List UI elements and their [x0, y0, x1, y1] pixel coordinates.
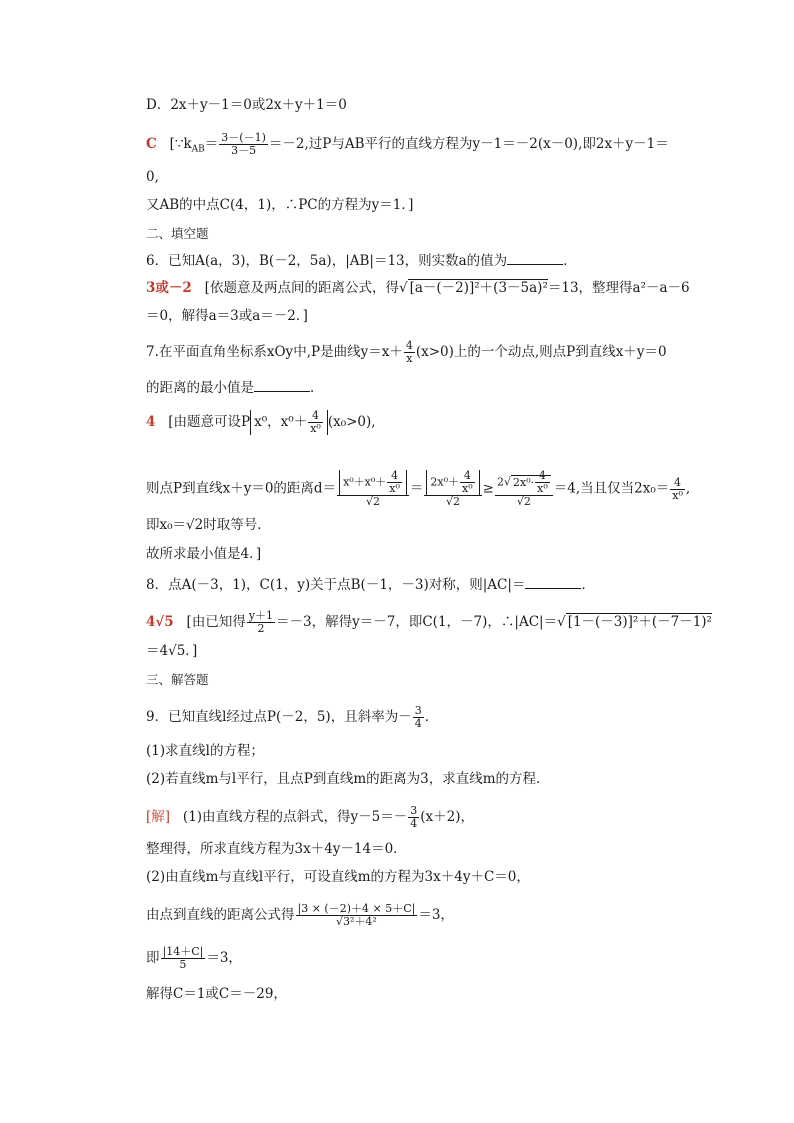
fraction [495, 470, 553, 508]
numerator: 3 [414, 704, 422, 717]
question-7-cont [146, 377, 324, 398]
text: ． [424, 709, 439, 725]
denominator: x [406, 352, 413, 365]
text-line: 0, [146, 169, 159, 185]
text: [∵k [169, 136, 192, 152]
text: [依题意及两点间的距离公式，得 [204, 280, 399, 296]
text-line: 又AB的中点C(4，1)，∴PC的方程为y＝1．] [146, 197, 414, 213]
text: ＝－2,过P与AB平行的直线方程为y－1＝－2(x－0),即2x＋y－1＝ [268, 136, 669, 152]
text: 则点P到直线x＋y＝0的距离d＝ [146, 480, 337, 497]
text: ＝3， [206, 950, 242, 966]
numerator: |14＋C| [162, 945, 204, 958]
text: 即 [146, 950, 160, 966]
fraction [219, 132, 268, 157]
fraction [387, 470, 402, 495]
text: 7.在平面直角坐标系xOy中,P是曲线y＝x＋ [146, 344, 403, 360]
answer-label: 3或－2 [146, 280, 192, 296]
denominator: x⁰ [537, 482, 548, 495]
text: ≥ [482, 480, 494, 497]
text-line: 即x₀＝√2时取等号． [146, 517, 271, 533]
text: ． [581, 577, 595, 593]
text: ． [310, 380, 324, 396]
numerator: 4 [387, 470, 402, 483]
absolute-value [339, 470, 407, 495]
numerator: 2√ 2x⁰· $\frac{4}{\text{x⁰}}$ [495, 470, 553, 496]
text: ＝ [409, 480, 424, 497]
question-9-part-1: (1)求直线l的方程； [146, 743, 264, 759]
answer-blank [525, 574, 581, 589]
denominator: √3²＋4² [336, 915, 377, 928]
denominator: 4 [410, 817, 418, 830]
text: 2x⁰· [513, 475, 535, 489]
fraction [296, 903, 418, 928]
numerator: 3 [410, 804, 418, 817]
answer-line-7 [146, 410, 376, 435]
text: 2x⁰＋ [430, 475, 460, 489]
text: (x₀>0), [327, 414, 376, 430]
answer-line-6: 3或－2 [依题意及两点间的距离公式，得√ [a－(－2)]²＋(3－5a)²＝13，整理得a²－a－6 [146, 280, 690, 296]
text-line: (2)由直线m与直线l平行，可设直线m的方程为3x＋4y＋C＝0， [146, 869, 530, 885]
solution-line-1 [146, 805, 474, 830]
text: 9．已知直线l经过点P(－2，5)，且斜率为－ [146, 709, 412, 725]
question-6 [146, 250, 577, 271]
text-line: 故所求最小值是4．] [146, 546, 262, 562]
text: ＝13，整理得a²－a－6 [547, 280, 690, 296]
text: (x＋2)， [420, 809, 475, 825]
numerator: 4 [670, 477, 685, 490]
text: [由题意可设P [168, 414, 251, 430]
point-coordinates [250, 410, 328, 435]
answer-line-8: 4√5 [由已知得 $\frac{y+1}{2}$ ＝－3，解得y＝－7，即C(1，－7)，∴|AC|＝√ [1－(－3)]²＋(－7－1)² [146, 609, 712, 635]
text-line: 整理得，所求直线方程为3x＋4y－14＝0． [146, 841, 407, 857]
text: x⁰，x⁰＋ [254, 414, 308, 430]
denominator: 5 [179, 958, 187, 971]
denominator: √2 [365, 495, 380, 508]
fraction [413, 705, 424, 730]
fraction [535, 470, 550, 495]
text: , [685, 480, 691, 497]
answer-label: C [146, 136, 157, 152]
denominator: 3－5 [231, 144, 257, 157]
section-heading-solve: 三、解答题 [146, 672, 209, 687]
text-line: 解得C＝1或C＝－29， [146, 986, 287, 1002]
text-line: ＝4√5．] [146, 643, 198, 659]
fraction [460, 470, 475, 495]
text-line-fraction [146, 946, 242, 971]
answer-blank [507, 250, 563, 265]
radicand: [a－(－2)]²＋(3－5a)² [409, 280, 548, 296]
text: 2 [496, 475, 504, 489]
text: ＝－3，解得y＝－7，即C(1，－7)，∴|AC|＝ [276, 614, 558, 630]
text: 6．已知A(a，3)，B(－2，5a)，|AB|＝13，则实数a的值为 [146, 253, 508, 269]
denominator: 2 [257, 622, 265, 635]
answer-blank [254, 377, 310, 392]
denominator: x⁰ [389, 482, 400, 495]
distance-formula-line [146, 470, 690, 508]
numerator: |3 × (－2)＋4 × 5＋C| [297, 902, 416, 915]
question-9 [146, 705, 438, 730]
numerator [337, 470, 409, 496]
fraction [404, 340, 415, 365]
denominator: x⁰ [672, 488, 683, 502]
fraction [408, 805, 419, 830]
section-heading-fill: 二、填空题 [146, 226, 209, 241]
text: ． [563, 253, 577, 269]
denominator: x⁰ [462, 482, 473, 495]
text: 8．点A(－3，1)，C(1，y)关于点B(－1，－3)对称，则|AC|＝ [146, 577, 526, 593]
answer-label: 4√5 [146, 614, 174, 630]
text: 的距离的最小值是 [146, 380, 254, 396]
distance-formula-line-2 [146, 903, 454, 928]
numerator: y＋1 [248, 609, 274, 622]
numerator: 4 [405, 339, 413, 352]
text: ＝4,当且仅当2x₀＝ [553, 480, 670, 497]
text: (x>0)上的一个动点,则点P到直线x＋y＝0 [415, 344, 667, 360]
text: ＝3， [418, 907, 454, 923]
text: x⁰＋x⁰＋ [343, 475, 387, 489]
denominator: √2 [446, 495, 461, 508]
solution-label: [解] [146, 809, 171, 825]
question-8 [146, 574, 595, 595]
numerator: 4 [535, 470, 550, 483]
option-d: D．2x＋y－1＝0或2x＋y＋1＝0 [146, 97, 347, 113]
numerator: 4 [308, 410, 323, 423]
denominator: 4 [414, 717, 422, 730]
fraction [161, 946, 206, 971]
absolute-value [426, 470, 479, 495]
fraction [670, 477, 685, 502]
text: (1)由直线方程的点斜式，得y－5＝－ [182, 809, 408, 825]
text-line: ＝0，解得a＝3或a＝－2．] [146, 308, 308, 324]
denominator: √2 [516, 495, 531, 508]
answer-label: 4 [146, 414, 156, 430]
text: [由已知得 [186, 614, 246, 630]
denominator: x⁰ [310, 422, 321, 435]
numerator [424, 470, 481, 496]
fraction [247, 610, 275, 635]
question-9-part-2: (2)若直线m与l平行，且点P到直线m的距离为3，求直线m的方程． [146, 771, 550, 787]
fraction [308, 410, 323, 435]
question-7 [146, 340, 667, 365]
fraction [337, 470, 409, 508]
numerator: 3－(－1) [221, 131, 266, 144]
text: ＝ [204, 136, 219, 152]
fraction [424, 470, 481, 508]
text: 由点到直线的距离公式得 [146, 907, 295, 923]
radicand: [1－(－3)]²＋(－7－1)² [567, 614, 712, 630]
numerator: 4 [460, 470, 475, 483]
subscript: AB [191, 144, 205, 155]
answer-line-5 [146, 132, 669, 160]
